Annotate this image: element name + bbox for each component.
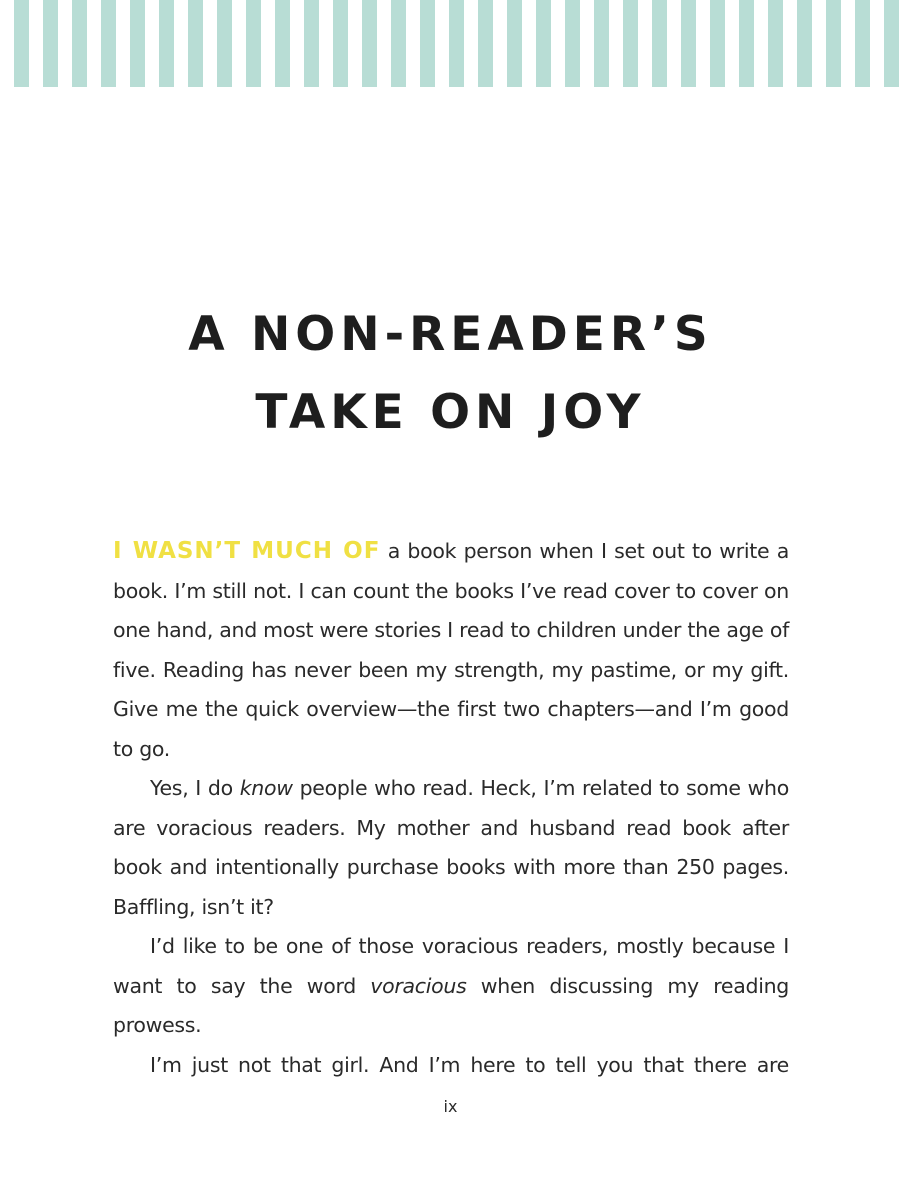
paragraph-3-text-start: I’d like to be one of those voracious readers, mostly because I want to say the word [113, 934, 789, 998]
paragraph-4-text: I’m just not that girl. And I’m here to tell you that there are [150, 1052, 789, 1077]
paragraph-2-text-start: Yes, I do [150, 776, 240, 800]
paragraph-2-text-end: people who read. Heck, I’m related to some who are voracious readers. My mother and husband read book after book and intentionally purchase books with more than 250 pages. Baffling, isn’t it? [113, 776, 789, 919]
chapter-title-line-1: A NON-READER’S [188, 307, 713, 362]
paragraph-1-text: a book person when I set out to write a book. I’m still not. I can count the books I’ve read cover to cover on one hand, and most were stories I read to children under the age of five. Reading has never been my strength, my pastime, or my gift. Give me the quick overview—the first two chapters—and I’m good to go. [113, 539, 789, 761]
chapter-title [0, 296, 901, 452]
chapter-body [113, 532, 789, 1085]
chapter-title-line-2: TAKE ON JOY [255, 385, 646, 440]
page-number: ix [443, 1097, 458, 1116]
decorative-stripe-band [0, 0, 901, 87]
paragraph-3-text-end: when discussing my reading prowess. [113, 973, 789, 1037]
paragraph-2-emphasis: know [239, 776, 293, 800]
paragraph-3 [113, 927, 789, 1046]
lead-in-text: I WASN’T MUCH OF [113, 538, 381, 564]
paragraph-2 [113, 769, 789, 927]
paragraph-1 [113, 532, 789, 769]
paragraph-3-emphasis: voracious [370, 973, 467, 998]
paragraph-4 [113, 1046, 789, 1086]
